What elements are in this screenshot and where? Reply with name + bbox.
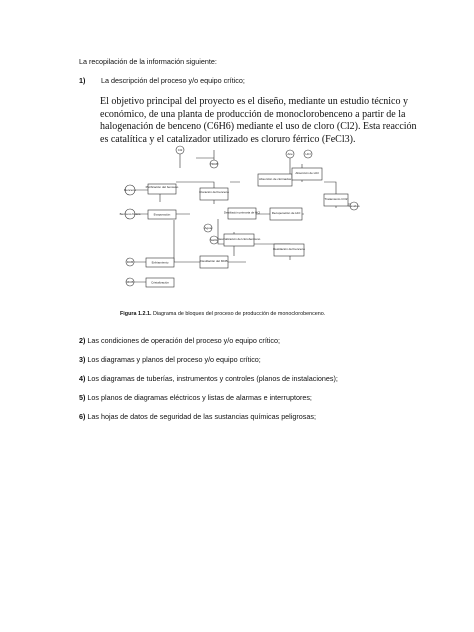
figure-caption — [120, 311, 325, 317]
box-b8-label: Recuperación de HCl — [271, 211, 301, 215]
circle-c10-label: MCB — [126, 280, 134, 284]
list-item-2 — [79, 336, 280, 345]
box-b7-label: Neutralización del clorobenceno — [217, 237, 261, 241]
circle-c9-label: DCB — [126, 260, 134, 264]
box-b2-label: Evaporación — [153, 212, 171, 217]
list-number: 5) — [79, 393, 86, 402]
caption-label: Figura 1.2.1. — [120, 311, 152, 317]
list-item-6 — [79, 412, 316, 421]
box-b6-label: Absorción de HCl — [295, 171, 319, 175]
circle-c2-label: Benceno — [124, 188, 136, 192]
box-b10-label: Tratamiento CO2 — [324, 197, 348, 201]
circle-c3-label: Benceno fresco — [119, 212, 141, 216]
circle-c11-label: PDCB — [209, 162, 219, 166]
paragraph-line: El objetivo principal del proyecto es el diseño, mediante un estudio técnico y — [100, 96, 408, 107]
list-item-4 — [79, 374, 338, 383]
intro-text: La recopilación de la información siguiente: — [79, 57, 217, 66]
list-item-5 — [79, 393, 312, 402]
list-text: Los planos de diagramas eléctricos y listas de alarmas e interruptores; — [87, 393, 312, 402]
list-text: Los diagramas y planos del proceso y/o equipo crítico; — [87, 355, 261, 364]
circle-c6-label: Aire — [287, 152, 293, 156]
caption-text: Diagrama de bloques del proceso de producción de monoclorobenceno. — [151, 311, 326, 317]
box-b1-label: Purificación del benceno — [145, 185, 179, 189]
list-item-1 — [79, 76, 245, 85]
list-number: 6) — [79, 412, 86, 421]
box-b5-label: Absorción de clorinados — [258, 177, 292, 181]
circle-c1-label: Cl2 — [177, 148, 183, 152]
list-text: Las condiciones de operación del proceso y/o equipo crítico; — [87, 336, 280, 345]
circle-c8-label: Residuo — [348, 204, 360, 208]
list-text: Los diagramas de tuberías, instrumentos y controles (planos de instalaciones); — [87, 374, 338, 383]
list-number: 1) — [79, 76, 86, 85]
paragraph-line: es catalítica y el catalizador utilizado es cloruro férrico (FeCl3). — [100, 133, 356, 145]
list-text: Las hojas de datos de seguridad de las sustancias químicas peligrosas; — [87, 412, 316, 421]
box-b13-label: Cristalización — [151, 280, 169, 285]
list-number: 3) — [79, 355, 86, 364]
box-b12-label: Destilación del MCB — [200, 259, 228, 263]
circle-c5-label: NaOH — [209, 238, 219, 242]
box-b11-label: Enfriamiento — [151, 260, 169, 265]
list-item-3 — [79, 355, 261, 364]
box-b9-label: Destilación del benceno — [273, 247, 305, 251]
list-number: 4) — [79, 374, 86, 383]
circle-c7-label: HCl — [305, 152, 311, 156]
box-b4-label: Destilación primaria de HCl — [223, 210, 261, 215]
paragraph-line: halogenación de benceno (C6H6) mediante el uso de cloro (Cl2). Esta reacción — [100, 121, 417, 133]
process-block-diagram — [114, 144, 360, 308]
list-number: 2) — [79, 336, 86, 345]
paragraph-line: económico, de una planta de producción de monoclorobenceno a partir de la — [100, 108, 406, 120]
list-text: La descripción del proceso y/o equipo crítico; — [101, 76, 245, 85]
circle-c4-label: Agua — [204, 226, 212, 230]
box-b3-label: Cloración del benceno — [199, 190, 229, 194]
